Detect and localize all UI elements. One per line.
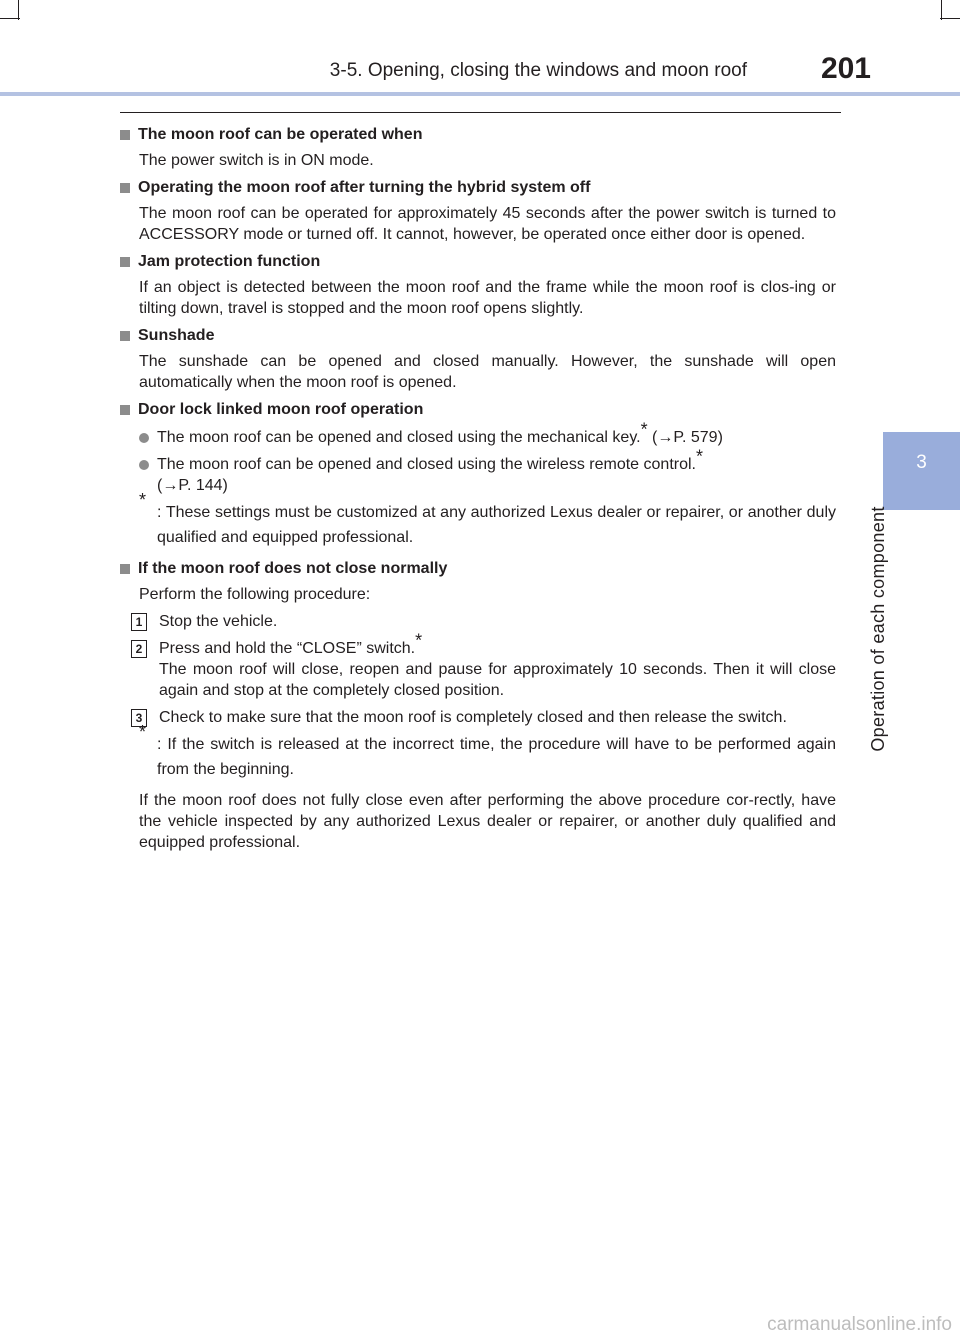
square-bullet-icon bbox=[120, 183, 130, 193]
bullet-text: The moon roof can be opened and closed using the mechanical key.* (→P. 579) bbox=[157, 419, 723, 446]
page-content bbox=[120, 124, 836, 859]
page-number: 201 bbox=[820, 52, 871, 85]
list-item bbox=[120, 446, 836, 496]
heading-text: The moon roof can be operated when bbox=[138, 126, 423, 143]
round-bullet-icon bbox=[139, 433, 149, 443]
asterisk-marker: * bbox=[139, 722, 147, 742]
section-body: The sunshade can be opened and closed manually. However, the sunshade will open automatically when the moon roof is opened. bbox=[139, 353, 836, 391]
procedure-step bbox=[120, 630, 836, 701]
step-text: Stop the vehicle. bbox=[159, 613, 278, 630]
step-text: Press and hold the “CLOSE” switch.* The moon roof will close, reopen and pause for approximately 10 seconds. Then it will close again and stop at the completely closed position. bbox=[159, 630, 836, 699]
header-section-title: 3-5. Opening, closing the windows and moon roof bbox=[329, 60, 747, 81]
header-rule bbox=[0, 92, 960, 96]
square-bullet-icon bbox=[120, 405, 130, 415]
section bbox=[120, 124, 836, 171]
page-reference: (→P. 144) bbox=[157, 477, 228, 494]
section-heading bbox=[120, 124, 836, 146]
section bbox=[120, 325, 836, 393]
bullet-text: The moon roof can be opened and closed using the wireless remote control.* (→P. 144) bbox=[157, 446, 703, 494]
chapter-tab bbox=[883, 432, 960, 510]
heading-text: Door lock linked moon roof operation bbox=[138, 401, 424, 418]
footnote-text: : If the switch is released at the incorrect time, the procedure will have to be performed again from the beginning. bbox=[157, 736, 836, 778]
procedure-step bbox=[120, 611, 836, 632]
section-heading bbox=[120, 177, 836, 199]
procedure-step bbox=[120, 707, 836, 728]
step-number-badge: 2 bbox=[131, 640, 147, 658]
square-bullet-icon bbox=[120, 257, 130, 267]
step-number-badge: 3 bbox=[131, 709, 147, 727]
list-item bbox=[120, 419, 836, 448]
section-body: If an object is detected between the moon roof and the frame while the moon roof is clos-ing or tilting down, travel is stopped and the moon roof opens slightly. bbox=[139, 279, 836, 317]
chapter-title: Operation of each component bbox=[868, 506, 888, 752]
footnote bbox=[120, 722, 836, 782]
step-detail: The moon roof will close, reopen and pause for approximately 10 seconds. Then it will close again and stop at the completely closed position. bbox=[159, 661, 836, 699]
heading-text: If the moon roof does not close normally bbox=[138, 560, 448, 577]
section-heading bbox=[120, 558, 836, 580]
heading-text: Sunshade bbox=[138, 327, 215, 344]
content-divider bbox=[120, 112, 841, 113]
section-door-lock bbox=[120, 399, 836, 550]
chapter-number: 3 bbox=[916, 452, 927, 473]
crop-mark bbox=[940, 18, 960, 19]
section-not-close bbox=[120, 558, 836, 853]
square-bullet-icon bbox=[120, 130, 130, 140]
section-body: The moon roof can be operated for approximately 45 seconds after the power switch is turned to ACCESSORY mode or turned off. It cannot, however, be operated once either door is opened. bbox=[139, 205, 836, 243]
watermark: carmanualsonline.info bbox=[767, 1314, 952, 1335]
footnote-text: : These settings must be customized at any authorized Lexus dealer or repairer, or another duly qualified and equipped professional. bbox=[157, 504, 836, 546]
step-text: Check to make sure that the moon roof is completely closed and then release the switch. bbox=[159, 709, 787, 726]
round-bullet-icon bbox=[139, 460, 149, 470]
heading-text: Jam protection function bbox=[138, 253, 321, 270]
page-reference: (→P. 579) bbox=[647, 429, 723, 446]
crop-mark bbox=[0, 18, 20, 19]
crop-mark bbox=[18, 0, 19, 20]
asterisk-marker: * bbox=[139, 490, 147, 510]
procedure-intro: Perform the following procedure: bbox=[139, 586, 371, 603]
heading-text: Operating the moon roof after turning the hybrid system off bbox=[138, 179, 591, 196]
section-heading bbox=[120, 399, 836, 421]
section bbox=[120, 177, 836, 245]
section-heading bbox=[120, 325, 836, 347]
step-number-badge: 1 bbox=[131, 613, 147, 631]
square-bullet-icon bbox=[120, 564, 130, 574]
section bbox=[120, 251, 836, 319]
section-heading bbox=[120, 251, 836, 273]
closing-paragraph: If the moon roof does not fully close even after performing the above procedure cor-rectly, have the vehicle inspected by any authorized Lexus dealer or repairer, or another duly qualified and equipped professional. bbox=[139, 792, 836, 851]
section-body: The power switch is in ON mode. bbox=[139, 152, 374, 169]
footnote bbox=[120, 490, 836, 550]
crop-mark bbox=[941, 0, 942, 20]
square-bullet-icon bbox=[120, 331, 130, 341]
